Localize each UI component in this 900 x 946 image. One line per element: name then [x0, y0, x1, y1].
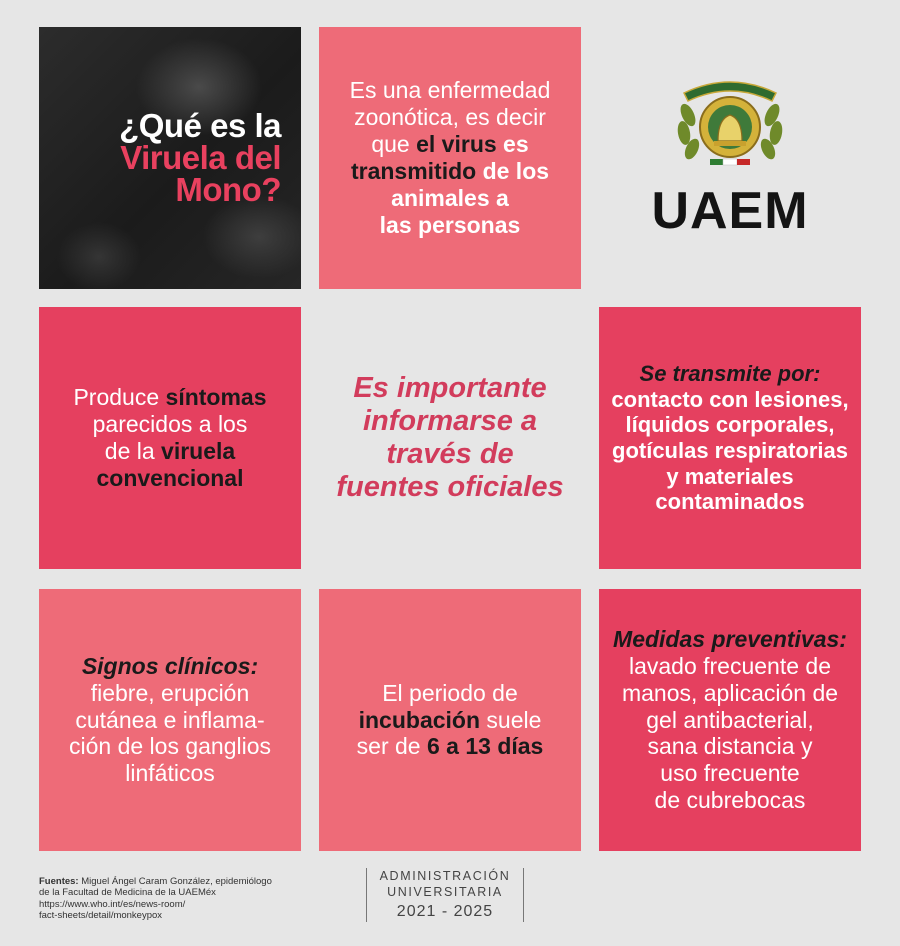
university-seal-icon — [670, 75, 790, 171]
title-line-2: Viruela del — [120, 138, 281, 176]
transmission-line-2: líquidos corporales, — [625, 412, 835, 438]
symptoms-line-2: parecidos a los — [92, 411, 248, 438]
incubation-text — [357, 680, 544, 761]
signs-tile — [39, 589, 301, 851]
signs-line-1: fiebre, erupción — [90, 679, 250, 706]
sources-line-1 — [39, 876, 289, 887]
transmission-text — [611, 361, 848, 515]
incubation-tile — [319, 589, 581, 851]
zoonotic-line-5: animales a — [391, 184, 509, 211]
prevention-line-1: lavado frecuente de — [628, 652, 832, 679]
zoonotic-text — [350, 77, 551, 238]
symptoms-viruela-highlight: viruela — [161, 438, 236, 464]
admin-line-2: UNIVERSITARIA — [387, 884, 503, 899]
signs-text — [69, 653, 271, 788]
prevention-line-2: manos, aplicación de — [621, 679, 839, 706]
symptoms-line-3a: de la — [104, 438, 162, 464]
zoonotic-line-1: Es una enfermedad — [349, 77, 551, 104]
center-message-line-1: Es importante — [353, 372, 547, 405]
prevention-heading: Medidas preventivas: — [613, 625, 847, 652]
sources-link-2: fact-sheets/detail/monkeypox — [39, 910, 163, 922]
incubation-highlight: incubación — [358, 706, 481, 733]
prevention-tile — [599, 589, 861, 851]
prevention-line-5: uso frecuente — [660, 760, 800, 787]
zoonotic-line-3 — [350, 131, 551, 158]
signs-line-4: linfáticos — [125, 760, 215, 787]
uaem-logo — [599, 27, 861, 289]
signs-heading: Signos clínicos: — [81, 652, 259, 679]
sources-link-1: https://www.who.int/es/news-room/ — [39, 898, 186, 910]
transmission-line-3: gotículas respiratorias — [612, 438, 848, 463]
admin-years: 2021 - 2025 — [396, 903, 494, 921]
symptoms-line-1a: Produce — [73, 384, 166, 411]
sources-author: Miguel Ángel Caram González, epidemiólogo — [78, 876, 272, 887]
sources-note — [39, 876, 289, 922]
incubation-days-highlight: 6 a 13 días — [426, 733, 544, 760]
zoonotic-transmitted-highlight: transmitido — [350, 158, 477, 184]
zoonotic-line-2: zoonótica, es decir — [354, 104, 546, 131]
signs-line-3: ción de los ganglios — [68, 733, 272, 760]
center-message-line-3: través de — [386, 438, 514, 470]
sources-line-2: de la Facultad de Medicina de la UAEMéx — [39, 887, 216, 899]
symptoms-text — [73, 384, 266, 492]
zoonotic-line-4b: de los — [476, 158, 550, 184]
zoonotic-line-6: las personas — [379, 211, 521, 238]
center-message-line-4: fuentes oficiales — [336, 470, 564, 503]
title-line-3: Mono? — [175, 171, 281, 209]
incubation-line-1: El periodo de — [382, 679, 518, 706]
incubation-line-3 — [357, 733, 544, 760]
symptoms-line-1 — [73, 384, 266, 411]
center-message — [319, 307, 581, 569]
transmission-line-4: y materiales — [666, 463, 794, 489]
symptoms-highlight: síntomas — [165, 384, 267, 411]
prevention-line-3: gel antibacterial, — [646, 706, 814, 733]
transmission-line-1: contacto con lesiones, — [611, 386, 849, 412]
sources-label: Fuentes: — [39, 876, 79, 887]
transmission-line-5: contaminados — [655, 489, 805, 515]
prevention-text — [613, 626, 847, 814]
zoonotic-line-3c: es — [496, 131, 529, 158]
symptoms-line-4: convencional — [96, 464, 244, 491]
admin-line-1: ADMINISTRACIÓN — [379, 868, 511, 883]
uaem-name: UAEM — [651, 182, 809, 240]
symptoms-tile — [39, 307, 301, 569]
zoonotic-virus-highlight: el virus — [416, 131, 497, 158]
title-line-1: ¿Qué es la — [119, 106, 281, 144]
prevention-line-6: de cubrebocas — [654, 787, 806, 814]
center-message-line-2: informarse a — [362, 405, 538, 438]
incubation-line-2 — [357, 707, 544, 734]
title-tile — [39, 27, 301, 289]
page-title — [119, 106, 281, 209]
prevention-line-4: sana distancia y — [647, 733, 813, 760]
incubation-line-3a: ser de — [356, 733, 427, 760]
signs-line-2: cutánea e inflama- — [75, 706, 265, 733]
zoonotic-line-4 — [350, 158, 551, 185]
incubation-line-2b: suele — [480, 706, 542, 733]
symptoms-line-3 — [73, 438, 266, 465]
zoonotic-tile — [319, 27, 581, 289]
transmission-tile — [599, 307, 861, 569]
zoonotic-line-3a: que — [371, 131, 417, 158]
administration-badge — [366, 868, 524, 922]
transmission-heading: Se transmite por: — [639, 360, 821, 386]
